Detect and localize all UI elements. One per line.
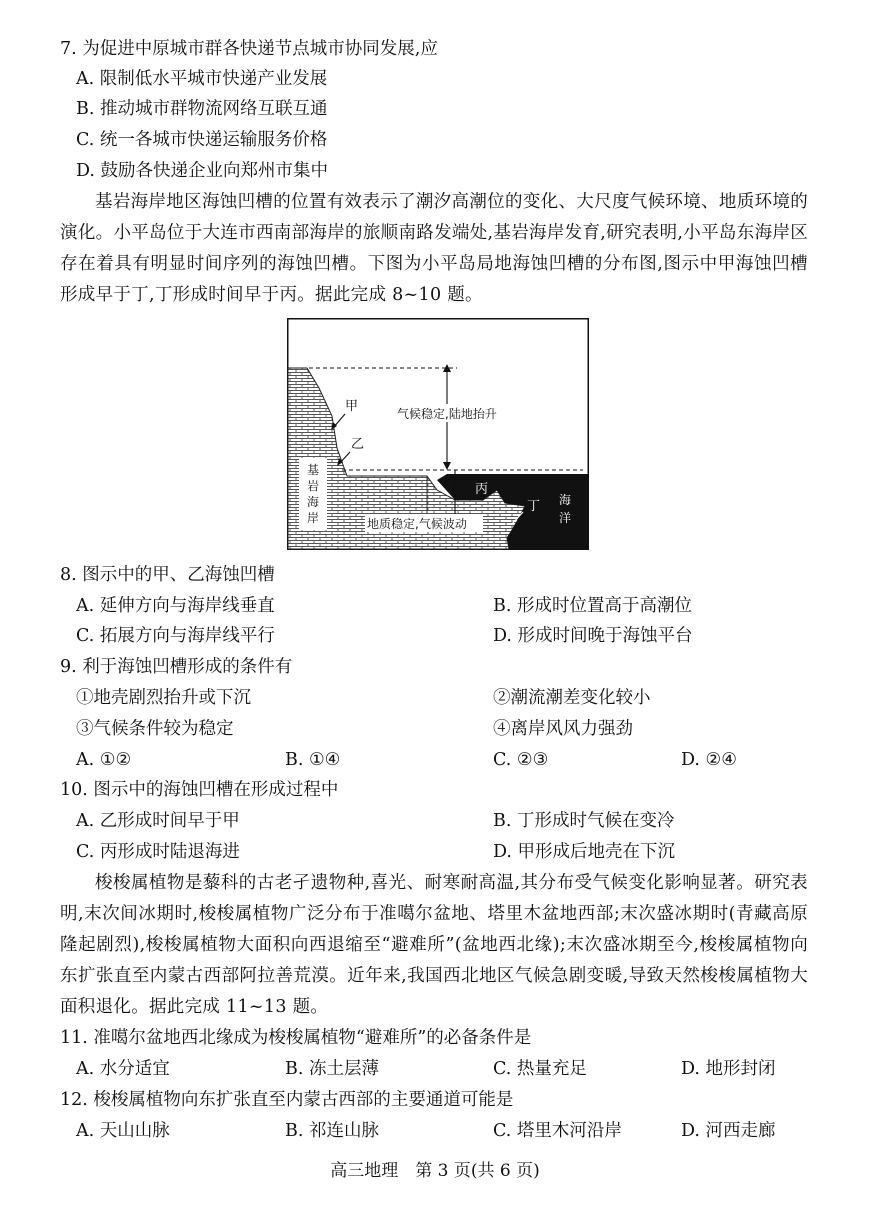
rock-label-4: 岸 xyxy=(306,511,320,525)
q9-option-c: C. ②③ xyxy=(493,750,549,770)
q8-option-a: A. 延伸方向与海岸线垂直 xyxy=(76,596,275,616)
q12-option-d: D. 河西走廊 xyxy=(681,1121,776,1141)
q11-stem: 11. 准噶尔盆地西北缘成为梭梭属植物“避难所”的必备条件是 xyxy=(60,1028,532,1048)
q12-option-a: A. 天山山脉 xyxy=(76,1121,170,1141)
q11-option-c: C. 热量充足 xyxy=(493,1059,587,1079)
q8-option-d: D. 形成时间晚于海蚀平台 xyxy=(493,626,693,646)
label-jia: 甲 xyxy=(345,399,359,414)
page-footer: 高三地理 第 3 页(共 6 页) xyxy=(330,1161,540,1181)
q10-option-c: C. 丙形成时陆退海进 xyxy=(76,842,240,862)
q10-option-d: D. 甲形成后地壳在下沉 xyxy=(493,842,676,862)
q11-option-b: B. 冻土层薄 xyxy=(285,1059,379,1079)
q10-option-b: B. 丁形成时气候在变冷 xyxy=(493,811,675,831)
label-ding: 丁 xyxy=(527,499,541,514)
q10-stem: 10. 图示中的海蚀凹槽在形成过程中 xyxy=(60,780,339,800)
q12-option-b: B. 祁连山脉 xyxy=(285,1121,379,1141)
q12-option-c: C. 塔里木河沿岸 xyxy=(493,1121,622,1141)
q7-option-d: D. 鼓励各快递企业向郑州市集中 xyxy=(76,161,329,181)
q7-option-b: B. 推动城市群物流网络互联互通 xyxy=(76,99,328,119)
q9-condition-3: ③气候条件较为稳定 xyxy=(76,719,234,739)
q11-option-d: D. 地形封闭 xyxy=(681,1059,776,1079)
q9-stem: 9. 利于海蚀凹槽形成的条件有 xyxy=(60,657,293,677)
q8-option-b: B. 形成时位置高于高潮位 xyxy=(493,596,692,616)
rock-label-3: 海 xyxy=(306,495,320,509)
label-yi: 乙 xyxy=(351,437,365,452)
q11-option-a: A. 水分适宜 xyxy=(76,1059,170,1079)
q8-option-c: C. 拓展方向与海岸线平行 xyxy=(76,626,275,646)
passage-haloxylon: 梭梭属植物是藜科的古老孑遗物种,喜光、耐寒耐高温,其分布受气候变化影响显著。研究表明,末次间冰期时,梭梭属植物广泛分布于准噶尔盆地、塔里木盆地西部;末次盛冰期时(青藏高原隆起剧烈),梭梭属植物大面积向西退缩至“避难所”(盆地西北缘);末次盛冰期至今,梭梭属植物向东扩张直至内蒙古西部阿拉善荒漠。近年来,我国西北地区气候急剧变暖,导致天然梭梭属植物大面积退化。据此完成 11~13 题。 xyxy=(60,873,808,1017)
q9-option-d: D. ②④ xyxy=(681,750,737,770)
passage-sea-notch: 基岩海岸地区海蚀凹槽的位置有效表示了潮汐高潮位的变化、大尺度气候环境、地质环境的演化。小平岛位于大连市西南部海岸的旅顺南路发端处,基岩海岸发育,研究表明,小平岛东海岸区存在着具有明显时间序列的海蚀凹槽。下图为小平岛局地海蚀凹槽的分布图,图示中甲海蚀凹槽形成早于丁,丁形成时间早于丙。据此完成 8~10 题。 xyxy=(60,192,808,305)
q12-stem: 12. 梭梭属植物向东扩张直至内蒙古西部的主要通道可能是 xyxy=(60,1090,514,1110)
label-lower-stage: 地质稳定,气候波动 xyxy=(367,517,467,531)
sea-notch-figure xyxy=(287,318,589,555)
q9-condition-4: ④离岸风风力强劲 xyxy=(493,719,633,739)
rock-label-1: 基 xyxy=(306,463,320,477)
sea-notch-diagram xyxy=(287,318,589,550)
sea-label-1: 海 xyxy=(558,493,572,507)
q9-condition-1: ①地壳剧烈抬升或下沉 xyxy=(76,688,251,708)
q10-option-a: A. 乙形成时间早于甲 xyxy=(76,811,240,831)
q9-option-b: B. ①④ xyxy=(285,750,341,770)
label-upper-stage: 气候稳定,陆地抬升 xyxy=(397,407,497,421)
q7-option-c: C. 统一各城市快递运输服务价格 xyxy=(76,130,328,150)
q9-option-a: A. ①② xyxy=(76,750,132,770)
rock-label-2: 岩 xyxy=(306,479,320,493)
sea-label-2: 洋 xyxy=(558,511,572,525)
q9-condition-2: ②潮流潮差变化较小 xyxy=(493,688,651,708)
q7-stem: 7. 为促进中原城市群各快递节点城市协同发展,应 xyxy=(60,39,438,59)
label-bing: 丙 xyxy=(475,482,489,497)
q7-option-a: A. 限制低水平城市快递产业发展 xyxy=(76,69,328,89)
q8-stem: 8. 图示中的甲、乙海蚀凹槽 xyxy=(60,565,275,585)
